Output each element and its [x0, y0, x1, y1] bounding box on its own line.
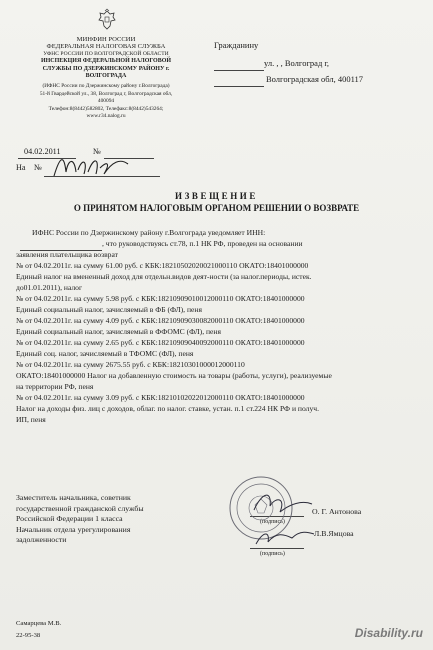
signature-caption-1: (подпись)	[260, 519, 285, 525]
signatory-2-line-1: Начальник отдела урегулирования	[16, 524, 131, 534]
document-number-label: №	[93, 147, 101, 156]
signatory-block-1	[16, 493, 144, 546]
issuer-header	[8, 36, 204, 120]
body-line-2: , что руководствуясь ст.78, п.1 НК РФ, проведен на основании	[102, 239, 303, 248]
inspection-name-3: ВОЛГОГРАДА	[85, 73, 127, 80]
inspection-name-2: СЛУЖБЫ ПО ДЗЕРЖИНСКОМУ РАЙОНУ г.	[42, 65, 170, 72]
addressee-street: ул. , , Волгоград г,	[264, 58, 330, 68]
signatory-1-name: О. Г. Антонова	[312, 507, 362, 516]
signatory-1-line-3: Российской Федерации 1 класса	[16, 514, 123, 523]
addressee-name-line	[214, 70, 264, 71]
inspection-postcode: 400094	[97, 98, 115, 105]
body-line-12: Единый соц. налог, зачисляемый в ТФОМС (ФЛ), пеня	[16, 349, 194, 358]
document-date: 04.02.2011	[24, 147, 61, 156]
reference-to-label: На	[16, 163, 26, 172]
inspection-name-1: ИНСПЕКЦИЯ ФЕДЕРАЛЬНОЙ НАЛОГОВОЙ	[40, 58, 172, 65]
body-line-11: № от 04.02.2011г. на сумму 2.65 руб. с КБК:18210909040092000110 ОКАТО:18401000000	[16, 338, 305, 347]
handwritten-signatures	[250, 482, 320, 548]
coat-of-arms-icon	[96, 8, 118, 32]
body-line-9: № от 04.02.2011г. на сумму 4.09 руб. с КБК:18210909030082000110 ОКАТО:18401000000	[16, 316, 305, 325]
addressee-region: Волгоградская обл, 400117	[266, 74, 364, 84]
regional-directorate: УФНС РОССИИ ПО ВОЛГОГРАДСКОЙ ОБЛАСТИ	[43, 50, 169, 57]
notice-title: ИЗВЕЩЕНИЕ	[174, 191, 259, 201]
body-line-14: ОКАТО:18401000000 Налог на добавленную стоимость на товары (работы, услуги), реализуемые	[16, 371, 332, 380]
ministry-name: МИНФИН РОССИИ	[76, 36, 136, 43]
handwritten-reference-number	[50, 150, 134, 182]
body-line-3: заявления плательщика возврат	[16, 250, 118, 259]
inspection-short-name: (ИФНС России по Дзержинскому району г.Волгограда)	[42, 83, 170, 90]
body-line-6: до01.01.2011), налог	[16, 283, 83, 292]
notice-subtitle: О ПРИНЯТОМ НАЛОГОВЫМ ОРГАНОМ РЕШЕНИИ О ВОЗВРАТЕ	[73, 203, 360, 213]
body-line-10: Единый социальный налог, зачисляемый в ФФОМС (ФЛ), пеня	[16, 327, 221, 336]
body-line-15: на территории РФ, пеня	[16, 382, 94, 391]
body-line-8: Единый социальный налог, зачисляемый в ФБ (ФЛ), пеня	[16, 305, 202, 314]
signatory-2-line-2: задолженности	[16, 535, 67, 544]
body-line-17: Налог на доходы физ. лиц с доходов, облаг. по налог. ставке, устан. п.1 ст.224 НК РФ и получ.	[16, 404, 319, 413]
signatory-2-name: Л.В.Ямцова	[314, 529, 354, 538]
executor-phone: 22-95-38	[16, 632, 41, 639]
reference-number-label: №	[34, 163, 42, 172]
addressee-salutation: Гражданину	[214, 40, 259, 50]
signature-line-2	[250, 548, 304, 549]
body-line-13: № от 04.02.2011г. на сумму 2675.55 руб. с КБК:18210301000012000110	[16, 360, 245, 369]
body-line-1: ИФНС России по Дзержинскому району г.Волгограда уведомляет ИНН:	[32, 228, 266, 237]
signatory-1-line-1: Заместитель начальника, советник	[16, 493, 131, 502]
body-line-16: № от 04.02.2011г. на сумму 3.09 руб. с КБК:18210102022012000110 ОКАТО:18401000000	[16, 393, 305, 402]
body-line-7: № от 04.02.2011г. на сумму 5.98 руб. с КБК:18210909010012000110 ОКАТО:18401000000	[16, 294, 305, 303]
service-name: ФЕДЕРАЛЬНАЯ НАЛОГОВАЯ СЛУЖБА	[46, 43, 166, 51]
body-line-5: Единый налог на вмененный доход для отдельн.видов деят-ности (за налог.периоды, истек.	[16, 272, 312, 281]
addressee-city-line	[214, 86, 264, 87]
signatory-1-line-2: государственной гражданской службы	[16, 503, 144, 513]
executor-name: Самарцева М.В.	[16, 620, 62, 627]
inspection-address: 51-й Гвардейской ул., 38, Волгоград г, Волгоградская обл,	[39, 90, 173, 97]
body-line-18: ИП, пеня	[16, 415, 46, 424]
site-watermark: Disability.ru	[354, 626, 423, 640]
inspection-phone: Телефон:8(8442)582802, Телефакс:8(8442)543264;	[48, 105, 164, 112]
signature-caption-2: (подпись)	[260, 551, 285, 557]
inspection-website: www.r34.nalog.ru	[86, 113, 126, 120]
body-line-4: № от 04.02.2011г. на сумму 61.00 руб. с КБК:18210502020021000110 ОКАТО:18401000000	[16, 261, 309, 270]
